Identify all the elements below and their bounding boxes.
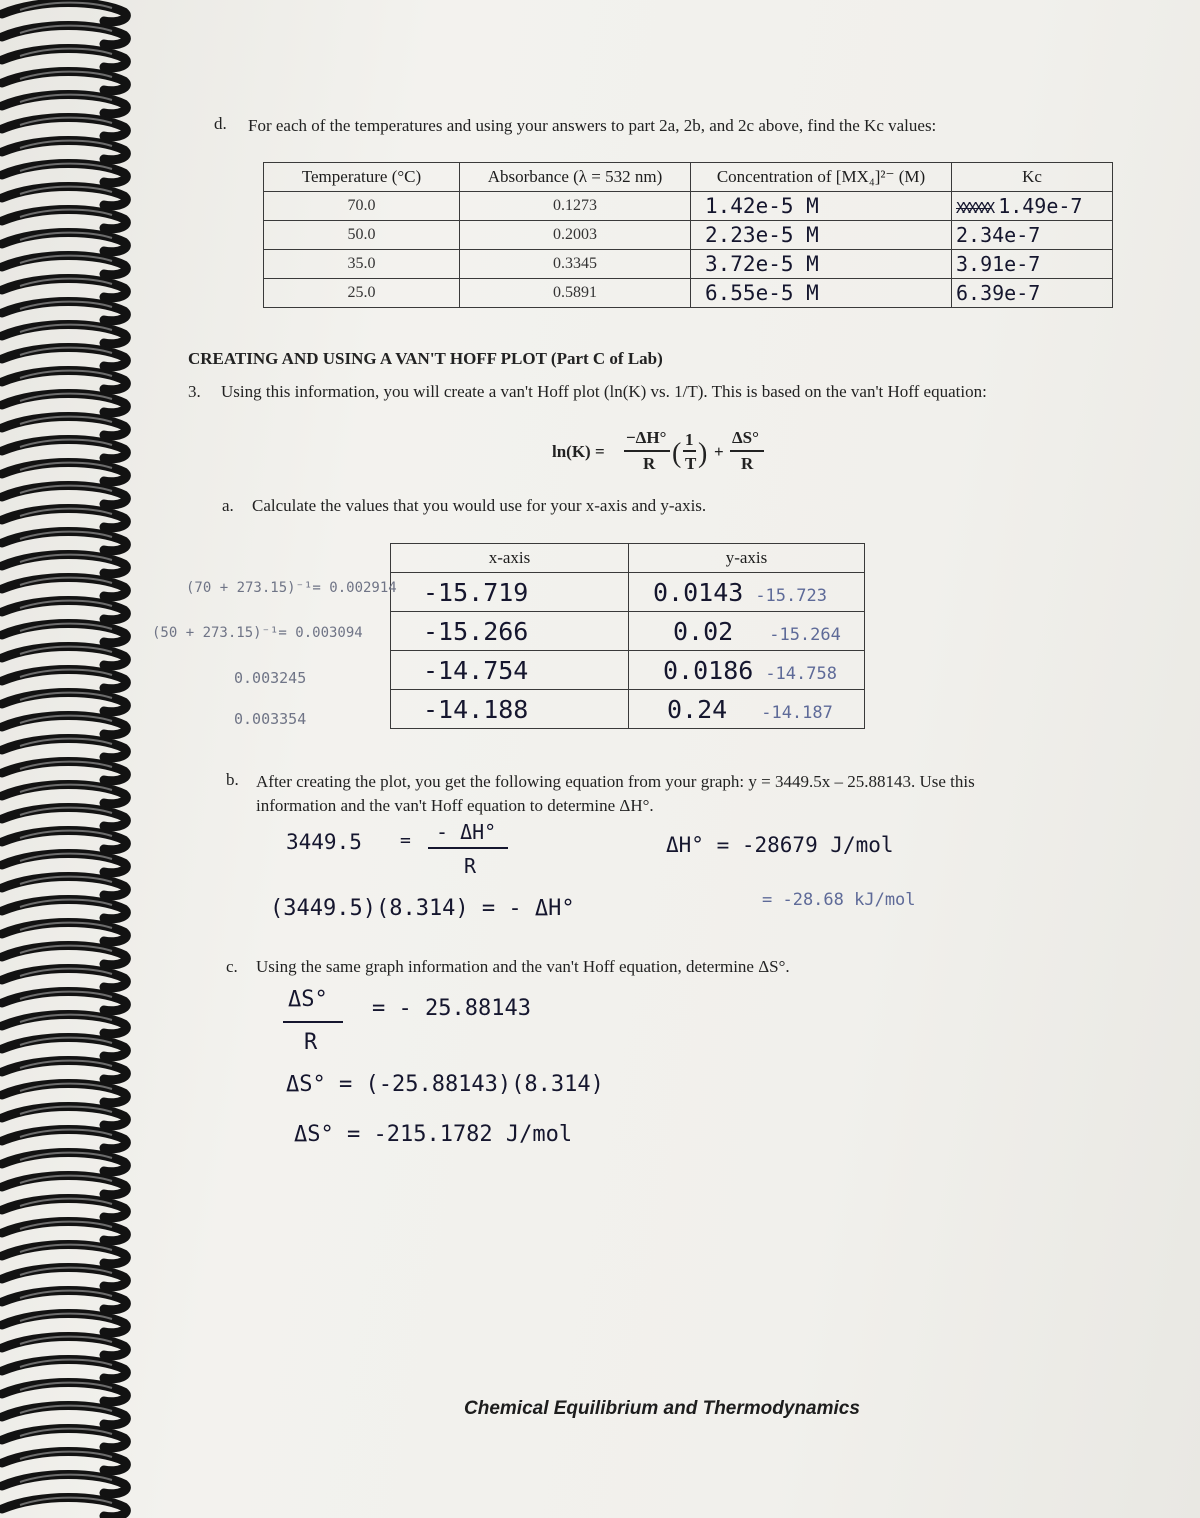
fraction-bar xyxy=(730,450,764,452)
spiral-coil xyxy=(2,1383,126,1402)
header-temperature: Temperature (°C) xyxy=(264,163,460,192)
axis-table-header xyxy=(391,544,865,573)
part-d-label: d. xyxy=(214,114,227,133)
spiral-coil xyxy=(2,141,126,160)
header-y-axis: y-axis xyxy=(629,544,865,573)
y-value: 0.0143 xyxy=(653,577,744,607)
fraction-bar xyxy=(283,1021,343,1023)
table-row xyxy=(264,192,1113,221)
eq-paren-close: ) xyxy=(698,438,708,469)
spiral-coil xyxy=(2,210,126,229)
header-kc: Kc xyxy=(952,163,1113,192)
table-row xyxy=(264,221,1113,250)
kc-table-header xyxy=(264,163,1113,192)
spiral-coil xyxy=(2,256,126,275)
y-cell xyxy=(629,651,865,690)
spiral-coil xyxy=(2,578,126,597)
spiral-coil xyxy=(2,302,126,321)
kc-cell: 3.91e-7 xyxy=(952,250,1113,279)
spiral-coil xyxy=(2,509,126,528)
concentration-cell: 1.42e-5 M xyxy=(691,192,952,221)
y-value: 0.02 xyxy=(673,616,734,646)
table-row xyxy=(391,612,865,651)
y-note: -14.187 xyxy=(761,702,833,723)
y-note: -15.264 xyxy=(769,624,841,645)
x-side-note: 0.003354 xyxy=(234,710,307,728)
concentration-cell: 6.55e-5 M xyxy=(691,279,952,308)
spiral-coil xyxy=(2,440,126,459)
axis-values-table xyxy=(390,543,865,729)
spiral-coil xyxy=(2,348,126,367)
x-value: -14.188 xyxy=(391,690,629,729)
ds-work-line3: ΔS° = -215.1782 J/mol xyxy=(294,1122,573,1147)
temp-cell: 70.0 xyxy=(264,192,460,221)
spiral-coil xyxy=(2,1199,126,1218)
temp-cell: 50.0 xyxy=(264,221,460,250)
spiral-coil xyxy=(2,1222,126,1241)
spiral-coil xyxy=(2,624,126,643)
dh-work-equals: = xyxy=(400,830,411,851)
kc-table xyxy=(263,162,1113,308)
spiral-coil xyxy=(2,1429,126,1448)
dh-work-denominator: R xyxy=(464,854,477,878)
spiral-coil xyxy=(2,808,126,827)
spiral-coil xyxy=(2,187,126,206)
spiral-coil xyxy=(2,1360,126,1379)
y-note: -15.723 xyxy=(755,585,827,606)
dh-work-numerator: - ΔH° xyxy=(436,820,497,844)
spiral-coil xyxy=(2,164,126,183)
temp-cell: 25.0 xyxy=(264,279,460,308)
kc-cell: 6.39e-7 xyxy=(952,279,1113,308)
spiral-coil xyxy=(2,486,126,505)
eq-denominator-r: R xyxy=(741,454,754,473)
spiral-coil xyxy=(2,923,126,942)
part-b-prompt-line1: After creating the plot, you get the following equation from your graph: y = 3449.5x – 25.88143. Use this xyxy=(256,772,975,791)
temp-cell: 35.0 xyxy=(264,250,460,279)
kc-cell xyxy=(952,192,1113,221)
part-a-prompt: Calculate the values that you would use for your x-axis and y-axis. xyxy=(252,496,707,515)
spiral-coil xyxy=(2,1314,126,1333)
absorbance-cell: 0.5891 xyxy=(460,279,691,308)
dh-work-line2: (3449.5)(8.314) = - ΔH° xyxy=(270,896,575,921)
spiral-binding xyxy=(0,0,140,1518)
spiral-coil xyxy=(2,831,126,850)
spiral-coil xyxy=(2,1337,126,1356)
spiral-coil xyxy=(2,1291,126,1310)
table-row xyxy=(391,651,865,690)
spiral-coil xyxy=(2,417,126,436)
q3-text: Using this information, you will create a van't Hoff plot (ln(K) vs. 1/T). This is based on the van't Hoff equation: xyxy=(221,382,987,401)
fraction-bar xyxy=(428,847,508,849)
vant-hoff-equation xyxy=(552,426,782,482)
spiral-coil xyxy=(2,762,126,781)
ds-work-line2: ΔS° = (-25.88143)(8.314) xyxy=(286,1072,604,1097)
part-a-label: a. xyxy=(222,496,234,515)
table-row xyxy=(391,690,865,729)
spiral-coil xyxy=(2,371,126,390)
eq-frac-one: 1 xyxy=(685,430,694,449)
spiral-coil xyxy=(2,118,126,137)
eq-paren-open: ( xyxy=(672,438,682,469)
spiral-coil xyxy=(2,1130,126,1149)
dh-work-lhs: 3449.5 xyxy=(286,830,362,854)
spiral-coil xyxy=(2,1452,126,1471)
x-value: -15.719 xyxy=(391,573,629,612)
y-value: 0.0186 xyxy=(663,655,754,685)
spiral-coil xyxy=(2,555,126,574)
spiral-coil xyxy=(2,992,126,1011)
spiral-coil xyxy=(2,693,126,712)
q3-number: 3. xyxy=(188,382,201,401)
spiral-coil xyxy=(2,670,126,689)
spiral-coil xyxy=(2,647,126,666)
spiral-coil xyxy=(2,739,126,758)
eq-denominator-r: R xyxy=(643,454,656,473)
kc-value: 1.49e-7 xyxy=(998,194,1083,218)
spiral-coil xyxy=(2,946,126,965)
spiral-coil xyxy=(2,532,126,551)
spiral-coil xyxy=(2,1107,126,1126)
spiral-coil xyxy=(2,233,126,252)
part-d-prompt: For each of the temperatures and using your answers to part 2a, 2b, and 2c above, find the Kc values: xyxy=(248,116,937,135)
spiral-coil xyxy=(2,900,126,919)
fraction-bar xyxy=(683,450,696,452)
y-value: 0.24 xyxy=(667,694,728,724)
spiral-coil xyxy=(2,95,126,114)
x-side-note: (70 + 273.15)⁻¹= 0.002914 xyxy=(186,580,397,596)
part-b-prompt-line2: information and the van't Hoff equation to determine ΔH°. xyxy=(256,796,654,815)
dh-answer: ΔH° = -28679 J/mol xyxy=(666,833,894,857)
spiral-coil xyxy=(2,1176,126,1195)
spiral-coil xyxy=(2,1268,126,1287)
spiral-coil xyxy=(2,3,126,22)
fraction-bar xyxy=(624,450,670,452)
spiral-coil xyxy=(2,72,126,91)
part-c-prompt: Using the same graph information and the van't Hoff equation, determine ΔS°. xyxy=(256,957,790,976)
spiral-coil xyxy=(2,325,126,344)
eq-plus: + xyxy=(714,442,724,461)
table-row xyxy=(264,250,1113,279)
spiral-coil xyxy=(2,877,126,896)
header-concentration: Concentration of [MX₄]²⁻ (M) xyxy=(691,163,952,192)
spiral-coil xyxy=(2,716,126,735)
spiral-coil xyxy=(2,1153,126,1172)
spiral-coil xyxy=(2,279,126,298)
absorbance-cell: 0.3345 xyxy=(460,250,691,279)
y-cell xyxy=(629,573,865,612)
spiral-coil xyxy=(2,1038,126,1057)
table-row xyxy=(264,279,1113,308)
part-c-label: c. xyxy=(226,957,238,976)
y-note: -14.758 xyxy=(765,663,837,684)
dh-answer-kj: = -28.68 kJ/mol xyxy=(762,890,916,910)
eq-numerator-ds: ΔS° xyxy=(732,428,759,447)
part-b-label: b. xyxy=(226,770,239,789)
ds-work-denominator: R xyxy=(304,1030,318,1055)
eq-lhs: ln(K) = xyxy=(552,442,605,461)
ds-work-numerator: ΔS° xyxy=(288,987,328,1012)
eq-numerator-dh: −ΔH° xyxy=(626,428,667,447)
absorbance-cell: 0.1273 xyxy=(460,192,691,221)
concentration-cell: 3.72e-5 M xyxy=(691,250,952,279)
spiral-coil xyxy=(2,1061,126,1080)
table-row xyxy=(391,573,865,612)
spiral-coil xyxy=(2,854,126,873)
y-cell xyxy=(629,612,865,651)
spiral-coil xyxy=(2,1084,126,1103)
x-side-note: (50 + 273.15)⁻¹= 0.003094 xyxy=(152,625,363,641)
footer-title: Chemical Equilibrium and Thermodynamics xyxy=(464,1398,860,1419)
x-side-note: 0.003245 xyxy=(234,669,307,687)
concentration-cell: 2.23e-5 M xyxy=(691,221,952,250)
spiral-coil xyxy=(2,1475,126,1494)
spiral-coil xyxy=(2,49,126,68)
header-absorbance: Absorbance (λ = 532 nm) xyxy=(460,163,691,192)
absorbance-cell: 0.2003 xyxy=(460,221,691,250)
spiral-coil xyxy=(2,26,126,45)
section-heading: CREATING AND USING A VAN'T HOFF PLOT (Part C of Lab) xyxy=(188,349,663,368)
ds-work-rhs: = - 25.88143 xyxy=(372,996,531,1021)
spiral-coil xyxy=(2,1015,126,1034)
spiral-coil xyxy=(2,463,126,482)
eq-frac-t: T xyxy=(685,454,697,473)
x-value: -14.754 xyxy=(391,651,629,690)
spiral-coil xyxy=(2,1406,126,1425)
spiral-coil xyxy=(2,785,126,804)
y-cell xyxy=(629,690,865,729)
header-x-axis: x-axis xyxy=(391,544,629,573)
spiral-coil xyxy=(2,601,126,620)
spiral-coil xyxy=(2,1498,126,1517)
kc-cell: 2.34e-7 xyxy=(952,221,1113,250)
spiral-coil xyxy=(2,1245,126,1264)
x-value: -15.266 xyxy=(391,612,629,651)
struck-out-scribble: XXXXXX xyxy=(956,199,993,217)
spiral-coil xyxy=(2,969,126,988)
spiral-coil xyxy=(2,394,126,413)
